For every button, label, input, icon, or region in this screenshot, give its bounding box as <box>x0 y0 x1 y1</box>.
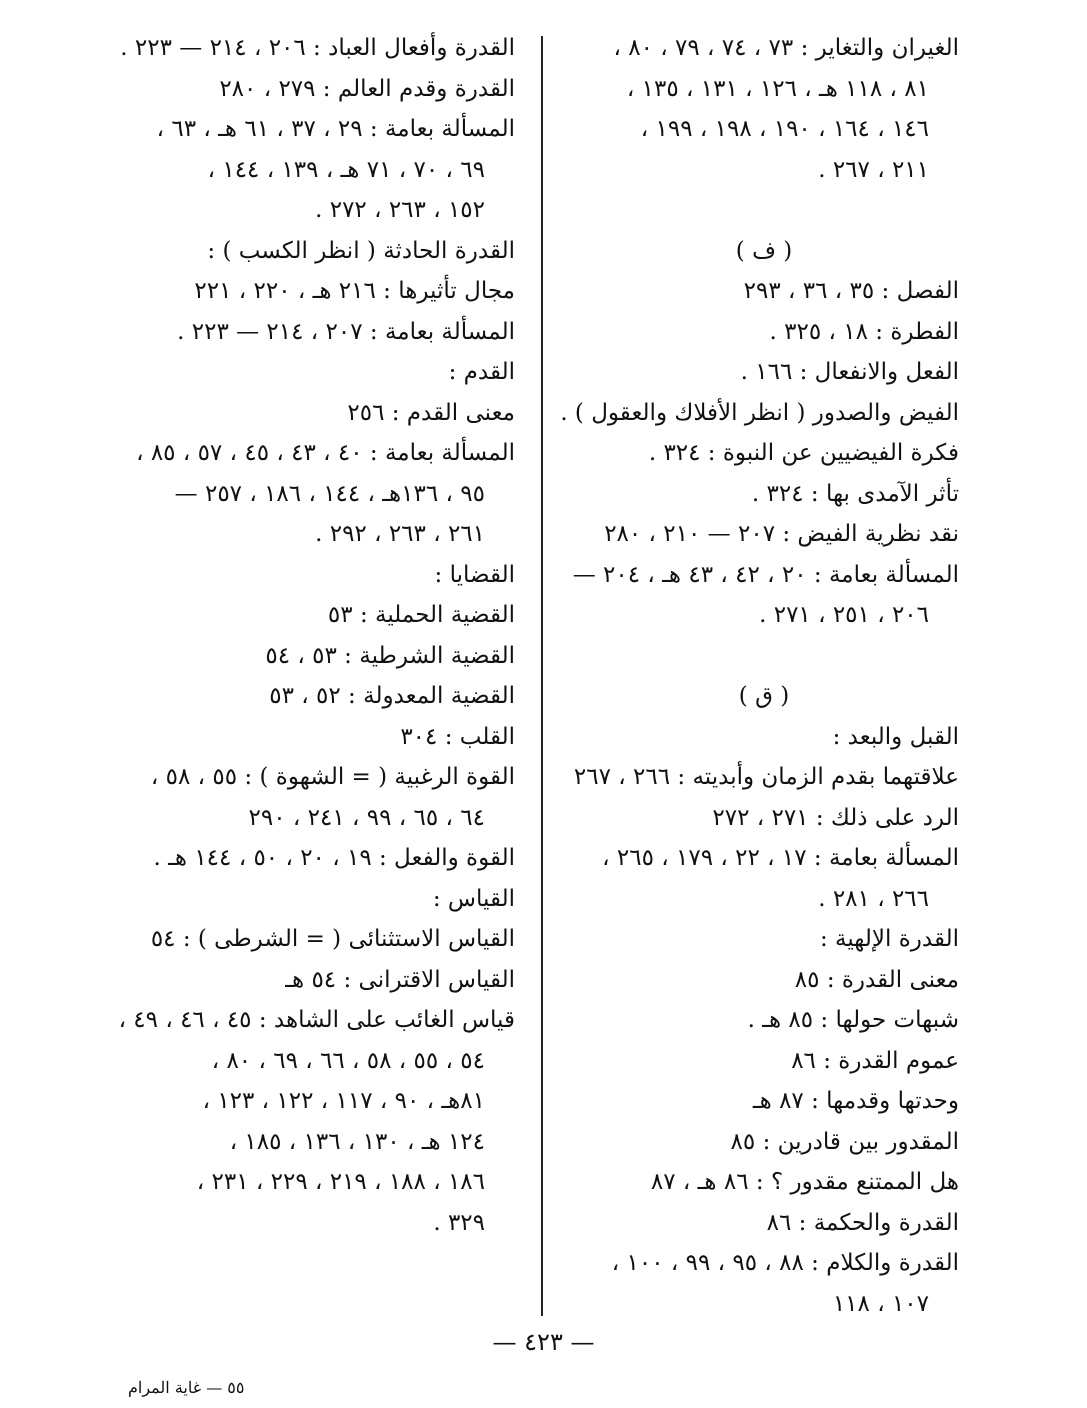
index-entry-line: القضية الشرطية : ٥٣ ، ٥٤ <box>265 642 515 669</box>
index-entry-line: ٦٤ ، ٦٥ ، ٩٩ ، ٢٤١ ، ٢٩٠ <box>248 804 485 831</box>
index-entry-line: فكرة الفيضيين عن النبوة : ٣٢٤ . <box>648 440 959 466</box>
column-divider <box>541 36 543 1316</box>
index-entry-line: الفطرة : ١٨ ، ٣٢٥ . <box>769 318 959 345</box>
index-column-right <box>560 28 959 1324</box>
index-entry-line <box>569 190 959 231</box>
index-entry-line: المقدور بين قادرين : ٨٥ <box>730 1128 959 1155</box>
index-entry-line: ٢٦١ ، ٢٦٣ ، ٢٩٢ . <box>315 521 485 547</box>
page-number: — ٤٢٣ — <box>492 1328 595 1356</box>
index-entry-line: القدرة والكلام : ٨٨ ، ٩٥ ، ٩٩ ، ١٠٠ ، <box>611 1250 959 1276</box>
index-entry-line: القياس الاستثنائى ( = الشرطى ) : ٥٤ <box>150 926 515 952</box>
index-entry-line: ١٠٧ ، ١١٨ <box>832 1290 929 1317</box>
index-entry-line: ٢٠٦ ، ٢٥١ ، ٢٧١ . <box>759 602 929 628</box>
index-entry-line: القدرة والحكمة : ٨٦ <box>766 1209 959 1236</box>
index-entry-line: الفيض والصدور ( انظر الأفلاك والعقول ) . <box>560 399 959 426</box>
index-entry-line: تأثر الآمدى بها : ٣٢٤ . <box>751 480 959 507</box>
index-entry-line: القضية الحملية : ٥٣ <box>327 602 515 628</box>
index-entry-line: القدرة وقدم العالم : ٢٧٩ ، ٢٨٠ <box>219 75 515 102</box>
index-entry-line: المسألة بعامة : ١٧ ، ٢٢ ، ١٧٩ ، ٢٦٥ ، <box>602 845 959 871</box>
index-entry-line: معنى القدرة : ٨٥ <box>794 966 959 993</box>
index-entry-line: المسألة بعامة : ٢٠ ، ٤٢ ، ٤٣ هـ ، ٢٠٤ — <box>572 561 959 588</box>
index-entry-line: الفعل والانفعال : ١٦٦ . <box>740 359 959 385</box>
index-entry-line: شبهات حولها : ٨٥ هـ . <box>747 1007 959 1033</box>
index-entry-line: القياس : <box>432 885 515 912</box>
index-entry-line: ١٨٦ ، ١٨٨ ، ٢١٩ ، ٢٢٩ ، ٢٣١ ، <box>196 1169 485 1195</box>
index-entry-line: مجال تأثيرها : ٢١٦ هـ ، ٢٢٠ ، ٢٢١ <box>194 278 515 304</box>
index-entry-line: ١٤٦ ، ١٦٤ ، ١٩٠ ، ١٩٨ ، ١٩٩ ، <box>640 116 929 142</box>
index-entry-line: هل الممتنع مقدور ؟ : ٨٦ هـ ، ٨٧ <box>650 1169 959 1195</box>
index-entry-line: ١٥٢ ، ٢٦٣ ، ٢٧٢ . <box>315 197 485 223</box>
index-entry-line: ٢٦٦ ، ٢٨١ . <box>818 885 929 912</box>
index-entry-line: قياس الغائب على الشاهد : ٤٥ ، ٤٦ ، ٤٩ ، <box>118 1007 515 1033</box>
index-entry-line: الغيران والتغاير : ٧٣ ، ٧٤ ، ٧٩ ، ٨٠ ، <box>613 35 959 61</box>
index-entry-line: القياس الاقترانى : ٥٤ هـ <box>285 966 515 993</box>
index-entry-line: ٦٩ ، ٧٠ ، ٧١ هـ ، ١٣٩ ، ١٤٤ ، <box>207 156 485 183</box>
index-entry-line: ٣٢٩ . <box>433 1209 485 1236</box>
index-entry-line: القدرة الإلهية : <box>819 926 959 952</box>
index-entry-line: معنى القدم : ٢٥٦ <box>347 399 515 426</box>
index-entry-line: القوة والفعل : ١٩ ، ٢٠ ، ٥٠ ، ١٤٤ هـ . <box>153 845 515 871</box>
index-entry-line: المسألة بعامة : ٢٠٧ ، ٢١٤ — ٢٢٣ . <box>177 318 515 345</box>
index-entry-line: المسألة بعامة : ٤٠ ، ٤٣ ، ٤٥ ، ٥٧ ، ٨٥ ، <box>136 440 515 466</box>
index-entry-line: القبل والبعد : <box>832 723 959 750</box>
index-entry-line: ٥٤ ، ٥٥ ، ٥٨ ، ٦٦ ، ٦٩ ، ٨٠ ، <box>211 1047 485 1074</box>
index-entry-line: المسألة بعامة : ٢٩ ، ٣٧ ، ٦١ هـ ، ٦٣ ، <box>156 116 515 142</box>
index-entry-line: الرد على ذلك : ٢٧١ ، ٢٧٢ <box>712 804 959 831</box>
index-entry-line: نقد نظرية الفيض : ٢٠٧ — ٢١٠ ، ٢٨٠ <box>604 521 959 547</box>
index-entry-line: ٩٥ ، ١٣٦هـ ، ١٤٤ ، ١٨٦ ، ٢٥٧ — <box>174 480 485 507</box>
index-entry-line: القدرة وأفعال العباد : ٢٠٦ ، ٢١٤ — ٢٢٣ . <box>120 35 515 61</box>
footer-signature: ٥٥ — غاية المرام <box>128 1378 245 1397</box>
index-entry-line: ٨١هـ ، ٩٠ ، ١١٧ ، ١٢٢ ، ١٢٣ ، <box>202 1088 485 1114</box>
index-entry-line <box>569 636 959 677</box>
index-entry-line: ٢١١ ، ٢٦٧ . <box>818 156 929 183</box>
index-entry-line: عموم القدرة : ٨٦ <box>791 1047 959 1074</box>
index-column-left <box>118 28 515 1243</box>
index-entry-line: القلب : ٣٠٤ <box>400 723 515 750</box>
section-letter-heading: ( ق ) <box>738 683 790 709</box>
index-entry-line: الفصل : ٣٥ ، ٣٦ ، ٢٩٣ <box>743 278 959 304</box>
index-entry-line: القضايا : <box>434 561 515 588</box>
index-entry-line: ١٢٤ هـ ، ١٣٠ ، ١٣٦ ، ١٨٥ ، <box>229 1128 485 1155</box>
section-letter-heading: ( ف ) <box>735 237 793 264</box>
index-entry-line: ٨١ ، ١١٨ هـ ، ١٢٦ ، ١٣١ ، ١٣٥ ، <box>626 75 929 102</box>
index-entry-line: القدم : <box>448 359 515 385</box>
index-entry-line: وحدتها وقدمها : ٨٧ هـ <box>752 1088 959 1114</box>
index-entry-line: القضية المعدولة : ٥٢ ، ٥٣ <box>269 683 515 709</box>
index-entry-line: القدرة الحادثة ( انظر الكسب ) : <box>207 237 515 264</box>
index-entry-line: علاقتهما بقدم الزمان وأبديته : ٢٦٦ ، ٢٦٧ <box>573 764 959 790</box>
index-entry-line: القوة الرغبية ( = الشهوة ) : ٥٥ ، ٥٨ ، <box>150 764 515 790</box>
